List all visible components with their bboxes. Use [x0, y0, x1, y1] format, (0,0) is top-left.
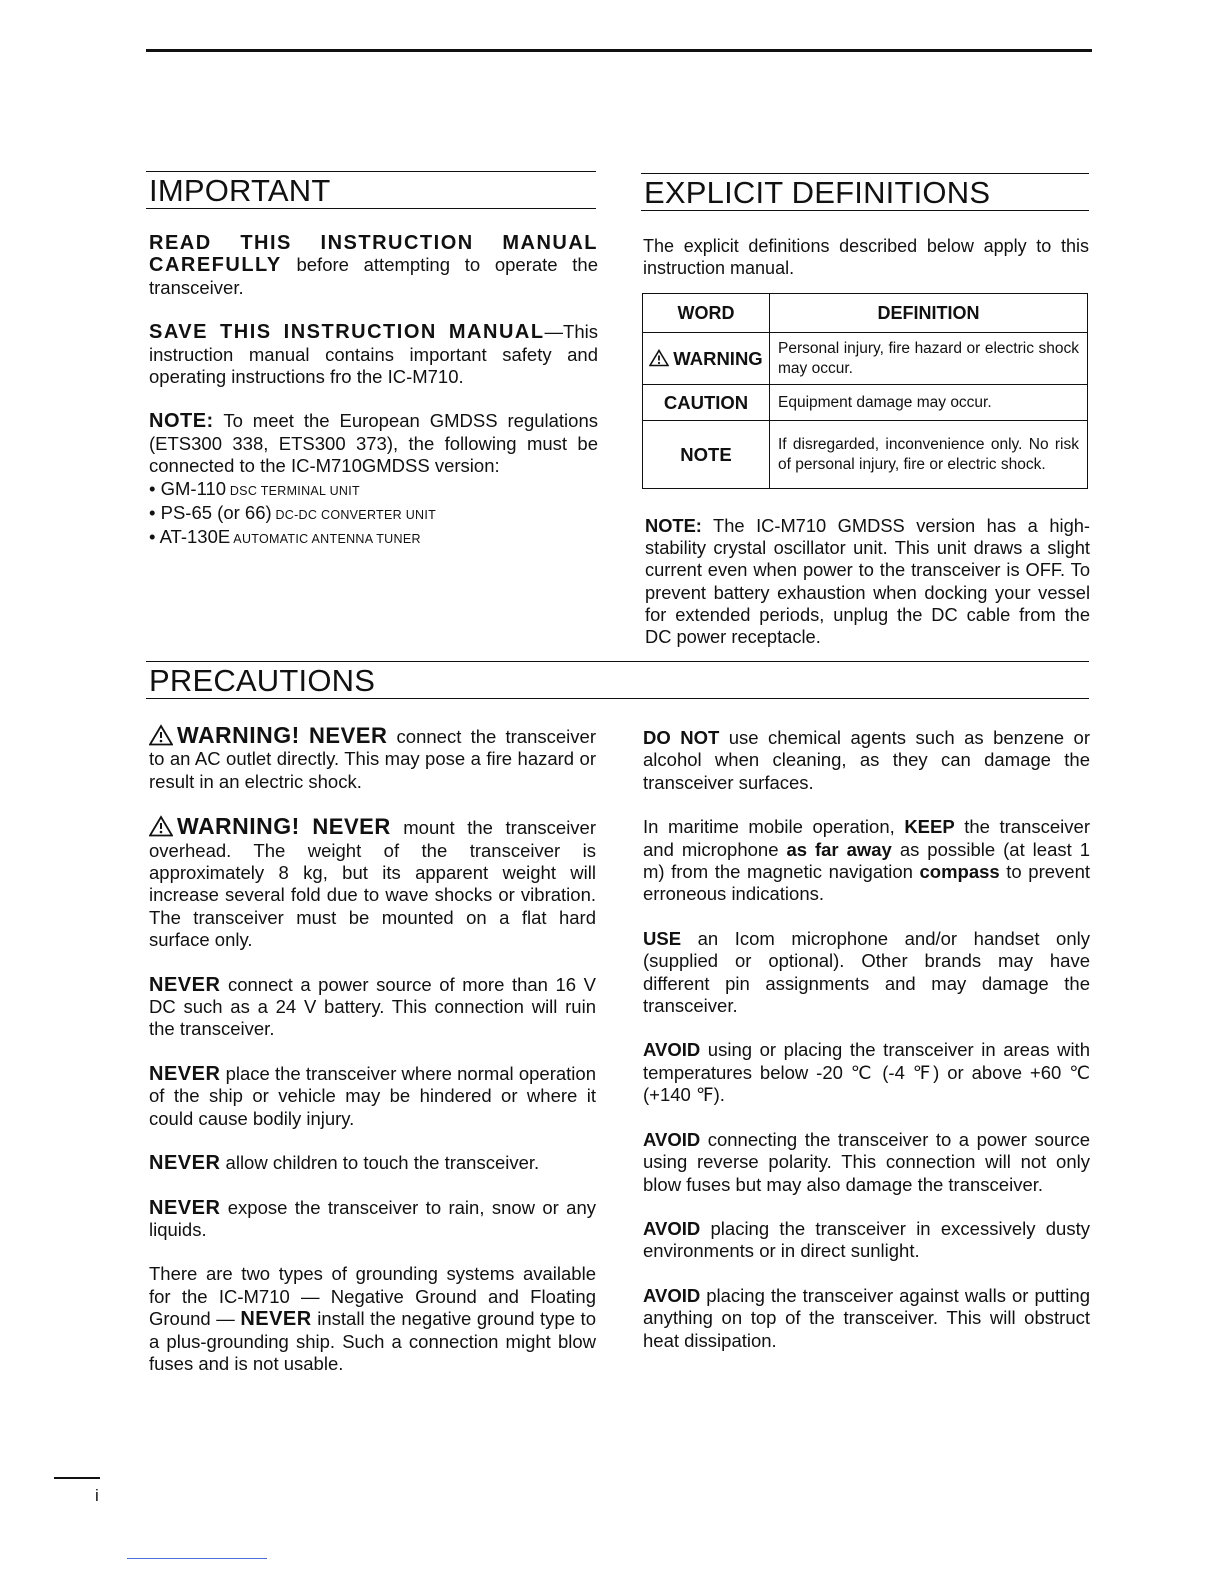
table-row: [643, 333, 1088, 385]
never-children-paragraph: [149, 1152, 596, 1174]
save-manual-paragraph: [149, 321, 598, 388]
definition-cell: Personal injury, fire hazard or electric shock may occur.: [770, 333, 1088, 385]
list-item: [149, 478, 598, 502]
warning-triangle-icon: [149, 815, 173, 837]
keep-text-d: to prevent erroneous indications.: [643, 861, 1090, 905]
avoid-polarity-paragraph: [643, 1129, 1090, 1196]
precautions-left-column: [149, 724, 596, 1375]
avoid-dust-paragraph: [643, 1218, 1090, 1263]
never-lead: NEVER: [149, 1062, 221, 1085]
never-power-text: connect a power source of more than 16 V DC such as a 24 V battery. This connection will ruin the transceiver.: [149, 973, 596, 1040]
word-cell-caution: CAUTION: [643, 385, 770, 421]
oscillator-note: [645, 515, 1090, 648]
keep-text-b: the transceiver and microphone: [643, 816, 1090, 860]
definitions-table: [642, 293, 1088, 489]
table-row: [643, 421, 1088, 489]
list-item-model: • AT-130E: [149, 526, 231, 548]
list-item-desc: DSC TERMINAL UNIT: [226, 483, 360, 498]
read-manual-paragraph: [149, 232, 598, 299]
word-cell-warning: [643, 333, 770, 385]
warning-triangle-icon: [649, 349, 669, 367]
warning-tag: WARNING!: [177, 813, 300, 840]
never-lead: NEVER: [149, 1196, 221, 1219]
precautions-title: PRECAUTIONS: [149, 663, 376, 698]
avoid-lead: AVOID: [643, 1217, 701, 1239]
definition-cell: Equipment damage may occur.: [770, 385, 1088, 421]
save-manual-text: —This instruction manual contains important safety and operating instructions fro the IC-M710.: [149, 321, 598, 388]
grounding-text-pre: There are two types of grounding systems available for the IC-M710 — Negative Ground and Floating Ground —: [149, 1263, 596, 1330]
never-lead: NEVER: [309, 723, 388, 748]
explicit-heading-bar: [641, 173, 1089, 211]
explicit-intro: The explicit definitions described below apply to this instruction manual.: [643, 236, 1089, 279]
warning-triangle-icon: [149, 724, 173, 746]
gmdss-note-text: To meet the European GMDSS regulations (ETS300 338, ETS300 373), the following must be connected to the IC-M710GMDSS version:: [149, 410, 598, 477]
important-title: IMPORTANT: [149, 173, 331, 208]
list-item: [149, 502, 598, 526]
read-manual-lead: READ THIS INSTRUCTION MANUAL CAREFULLY: [149, 232, 598, 277]
precautions-right-column: [643, 727, 1090, 1352]
gmdss-equipment-list: [149, 478, 598, 551]
col-definition-header: DEFINITION: [770, 294, 1088, 333]
keep-compass-paragraph: [643, 816, 1090, 906]
table-row: [643, 385, 1088, 421]
never-power-paragraph: [149, 974, 596, 1041]
footer-link-underline: [127, 1558, 267, 1559]
use-icom-text: an Icom microphone and/or handset only (supplied or optional). Other brands may have different pin assignments and may damage the transceiver.: [643, 927, 1090, 1017]
never-place-text: place the transceiver where normal operation of the ship or vehicle may be hindered or where it could cause bodily injury.: [149, 1062, 596, 1129]
keep-text-a: In maritime mobile operation,: [643, 816, 905, 838]
list-item-model: • PS-65 (or 66): [149, 502, 272, 524]
keep-text-c: as possible (at least 1 m) from the magnetic navigation: [643, 838, 1091, 883]
never-lead: NEVER: [149, 973, 221, 996]
precautions-heading-bar: [146, 661, 1089, 699]
page-number: i: [95, 1486, 99, 1505]
explicit-body: [643, 235, 1089, 280]
far-away-bold: as far away: [786, 838, 892, 860]
avoid-walls-text: placing the transceiver against walls or putting anything on top of the transceiver. This will obstruct heat dissipation.: [643, 1284, 1090, 1351]
gmdss-note-paragraph: [149, 410, 598, 477]
gmdss-note-lead: NOTE:: [149, 410, 214, 433]
warning-ac-text: connect the transceiver to an AC outlet directly. This may pose a fire hazard or result in an electric shock.: [149, 726, 596, 792]
avoid-temperature-text: using or placing the transceiver in areas with temperatures below -20 ℃ (-4 ℉) or above +60 ℃ (+140 ℉).: [643, 1039, 1090, 1106]
avoid-lead: AVOID: [643, 1039, 701, 1061]
word-text: WARNING: [673, 347, 763, 369]
never-lead: NEVER: [149, 1152, 221, 1175]
definitions-table-wrap: [642, 293, 1088, 489]
avoid-lead: AVOID: [643, 1128, 701, 1150]
important-heading-bar: [146, 171, 596, 209]
read-manual-text: before attempting to operate the transceiver.: [149, 254, 598, 298]
do-not-chemicals-text: use chemical agents such as benzene or alcohol when cleaning, as they can damage the transceiver surfaces.: [643, 727, 1090, 793]
use-icom-paragraph: [643, 928, 1090, 1018]
list-item: [149, 526, 598, 550]
important-body: [149, 232, 598, 551]
warning-overhead-text: mount the transceiver overhead. The weight of the transceiver is approximately 8 kg, but its apparent weight will increase several fold due to wave shocks or vibration. The transceiver must be mounted on a flat hard surface only.: [149, 817, 597, 951]
avoid-lead: AVOID: [643, 1284, 701, 1306]
avoid-walls-paragraph: [643, 1285, 1090, 1352]
use-lead: USE: [643, 927, 682, 949]
compass-bold: compass: [919, 861, 1000, 883]
oscillator-note-lead: NOTE:: [645, 515, 702, 536]
never-children-text: allow children to touch the transceiver.: [220, 1152, 540, 1174]
save-manual-lead: SAVE THIS INSTRUCTION MANUAL: [149, 321, 545, 344]
oscillator-note-paragraph: [645, 515, 1090, 648]
avoid-temperature-paragraph: [643, 1039, 1090, 1106]
keep-bold: KEEP: [904, 816, 955, 838]
list-item-desc: AUTOMATIC ANTENNA TUNER: [230, 532, 421, 547]
list-item-model: • GM-110: [149, 477, 227, 499]
do-not-chemicals-paragraph: [643, 727, 1090, 794]
explicit-title: EXPLICIT DEFINITIONS: [644, 175, 991, 210]
list-item-desc: DC-DC CONVERTER UNIT: [271, 508, 437, 523]
do-not-lead: DO NOT: [643, 727, 720, 748]
warning-overhead-paragraph: [149, 815, 596, 951]
avoid-dust-text: placing the transceiver in excessively dusty environments or in direct sunlight.: [643, 1217, 1090, 1262]
footer-rule: [54, 1477, 100, 1479]
table-header-row: [643, 294, 1088, 333]
grounding-text-rest: install the negative ground type to a plus-grounding ship. Such a connection might blow fuses and is not usable.: [149, 1308, 596, 1374]
warning-ac-paragraph: [149, 724, 596, 793]
never-liquids-text: expose the transceiver to rain, snow or any liquids.: [149, 1196, 596, 1240]
never-liquids-paragraph: [149, 1197, 596, 1242]
never-place-paragraph: [149, 1063, 596, 1130]
grounding-paragraph: [149, 1263, 596, 1375]
never-lead: NEVER: [312, 814, 391, 840]
col-word-header: WORD: [643, 294, 770, 333]
word-cell-note: NOTE: [643, 421, 770, 489]
avoid-polarity-text: connecting the transceiver to a power source using reverse polarity. This connection will not only blow fuses but may also damage the transceiver.: [643, 1128, 1090, 1195]
oscillator-note-text: The IC-M710 GMDSS version has a high-stability crystal oscillator unit. This unit draws a slight current even when power to the transceiver is OFF. To prevent battery exhaustion when docking your vessel for extended periods, unplug the DC cable from the DC power receptacle.: [645, 515, 1090, 648]
warning-tag: WARNING!: [177, 722, 300, 748]
top-rule: [146, 49, 1092, 52]
never-lead: NEVER: [240, 1308, 312, 1331]
definition-cell: If disregarded, inconvenience only. No risk of personal injury, fire or electric shock.: [770, 421, 1088, 489]
